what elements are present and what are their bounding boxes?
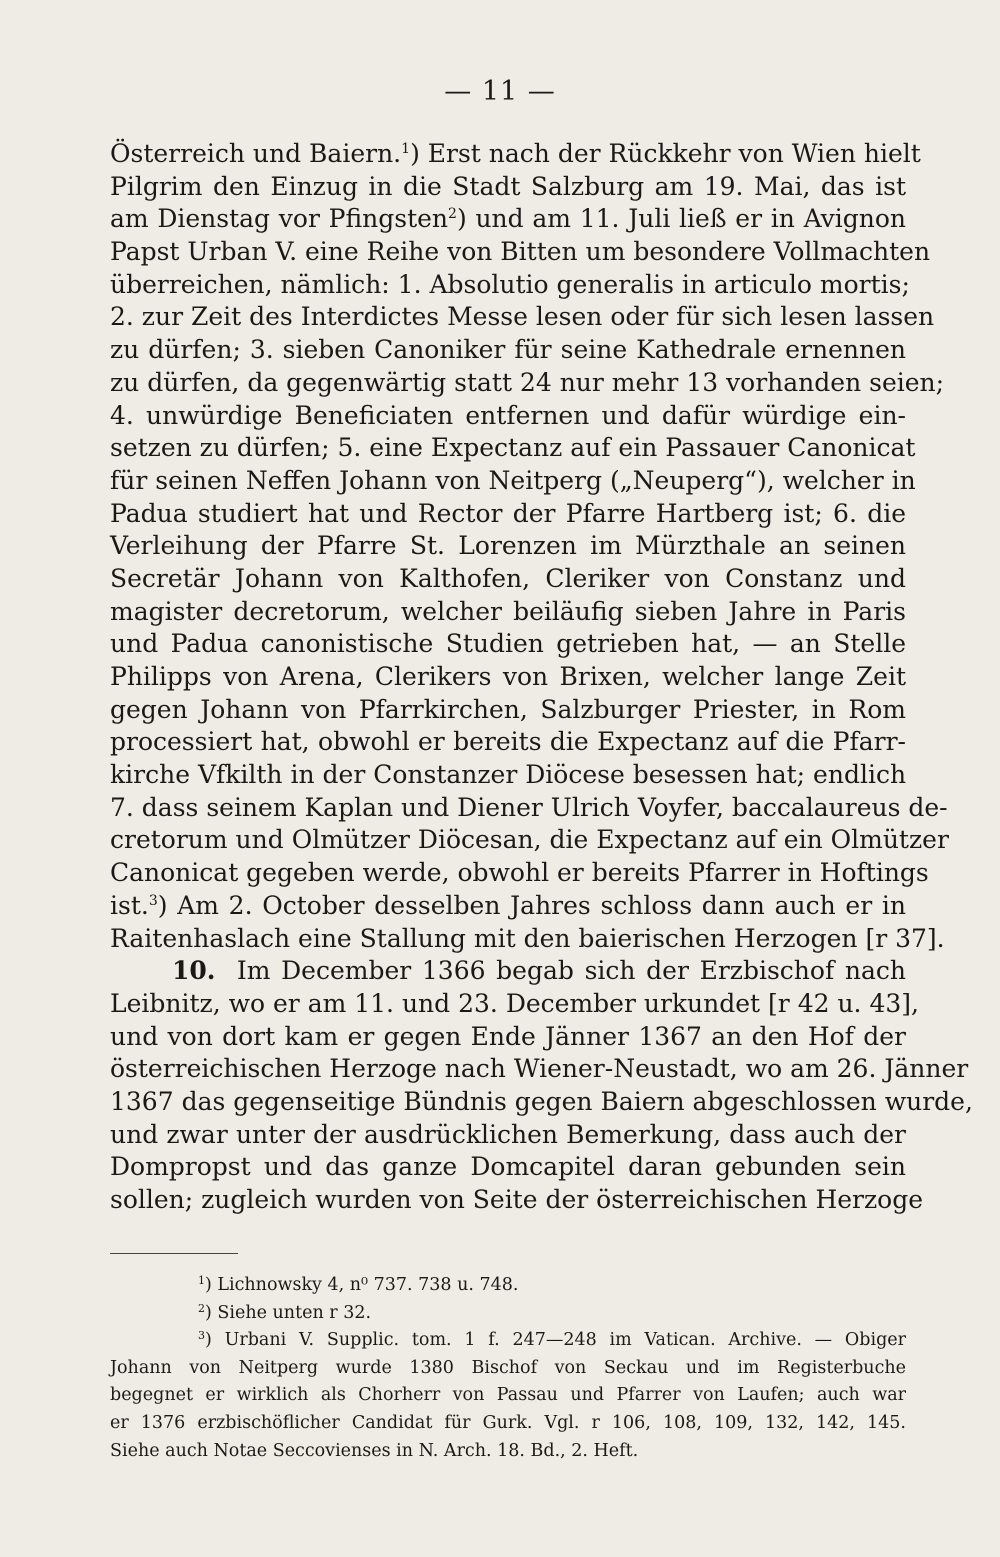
footnote-line: Siehe auch Notae Seccovienses in N. Arch. 18. Bd., 2. Heft. bbox=[110, 1440, 639, 1461]
text-line: processiert hat, obwohl er bereits die Expectanz auf die Pfarr- bbox=[110, 727, 906, 757]
text-line: 1367 das gegenseitige Bündnis gegen Baiern abgeschlossen wurde, bbox=[110, 1086, 973, 1116]
text-line: Pilgrim den Einzug in die Stadt Salzburg am 19. Mai, das ist bbox=[110, 171, 906, 201]
text-line: sollen; zugleich wurden von Seite der österreichischen Herzoge bbox=[110, 1185, 924, 1214]
page-number: — 11 — bbox=[444, 76, 556, 107]
text-line: Papst Urban V. eine Reihe von Bitten um besondere Vollmachten bbox=[110, 237, 931, 267]
text-line: Leibnitz, wo er am 11. und 23. December urkundet [r 42 u. 43], bbox=[110, 988, 919, 1018]
text-line: und Padua canonistische Studien getrieben hat, — an Stelle bbox=[110, 629, 906, 659]
paragraph-start: 10. Im December 1366 begab sich der Erzbischof nach bbox=[172, 956, 906, 986]
footnote-ref: 2 bbox=[448, 206, 457, 223]
text-line: 4. unwürdige Beneficiaten entfernen und dafür würdige ein- bbox=[110, 400, 906, 430]
text-line: am Dienstag vor Pfingsten$^2$) und am 11. Juli ließ er in Avignon bbox=[110, 204, 906, 234]
text-line: ist.$^3$) Am 2. October desselben Jahres schloss dann auch er in bbox=[110, 890, 906, 920]
footnote: $^3$) Urbani V. Supplic. tom. 1 f. 247—248 im Vatican. Archive. — Obiger bbox=[198, 1329, 906, 1351]
text-line: und von dort kam er gegen Ende Jänner 1367 an den Hof der bbox=[110, 1021, 906, 1051]
text-line: zu dürfen, da gegenwärtig statt 24 nur mehr 13 vorhanden seien; bbox=[110, 367, 945, 397]
footnotes bbox=[110, 1272, 906, 1465]
text-line: und zwar unter der ausdrücklichen Bemerkung, dass auch der bbox=[110, 1119, 906, 1149]
footnote-separator bbox=[110, 1253, 238, 1254]
text-line: zu dürfen; 3. sieben Canoniker für seine Kathedrale ernennen bbox=[110, 335, 906, 365]
text-line: setzen zu dürfen; 5. eine Expectanz auf ein Passauer Canonicat bbox=[110, 433, 916, 463]
text-line: gegen Johann von Pfarrkirchen, Salzburger Priester, in Rom bbox=[110, 694, 906, 724]
text-line: Österreich und Baiern.$^1$) Erst nach der Rückkehr von Wien hielt bbox=[110, 139, 921, 168]
footnote-ref: 3 bbox=[148, 892, 158, 909]
footnote: $^2$) Siehe unten r 32. bbox=[198, 1301, 372, 1323]
text-line: 7. dass seinem Kaplan und Diener Ulrich Voyfer, baccalaureus de- bbox=[110, 792, 948, 822]
text-line: kirche Vfkilth in der Constanzer Diöcese besessen hat; endlich bbox=[110, 760, 907, 790]
paragraph-number: 10. bbox=[172, 956, 216, 986]
text-line: Verleihung der Pfarre St. Lorenzen im Mürzthale an seinen bbox=[110, 531, 906, 561]
text-line: 2. zur Zeit des Interdictes Messe lesen oder für sich lesen lassen bbox=[110, 302, 935, 332]
text-line: magister decretorum, welcher beiläufig sieben Jahre in Paris bbox=[110, 596, 906, 626]
footnote-line: er 1376 erzbischöflicher Candidat für Gurk. Vgl. r 106, 108, 109, 132, 142, 145. bbox=[110, 1412, 906, 1433]
footnote-ref: 1 bbox=[401, 141, 411, 157]
text-line: Dompropst und das ganze Domcapitel daran gebunden sein bbox=[110, 1152, 906, 1182]
footnote-line: begegnet er wirklich als Chorherr von Passau und Pfarrer von Laufen; auch war bbox=[110, 1385, 906, 1406]
text-line: cretorum und Olmützer Diöcesan, die Expectanz auf ein Olmützer bbox=[110, 825, 949, 855]
main-text bbox=[110, 138, 973, 1217]
text-line: Padua studiert hat und Rector der Pfarre Hartberg ist; 6. die bbox=[110, 498, 906, 528]
text-line: Philipps von Arena, Clerikers von Brixen, welcher lange Zeit bbox=[110, 662, 906, 691]
text-line: österreichischen Herzoge nach Wiener-Neustadt, wo am 26. Jänner bbox=[110, 1054, 969, 1084]
text-line: für seinen Neffen Johann von Neitperg („Neuperg“), welcher in bbox=[110, 465, 916, 495]
footnote: $^1$) Lichnowsky 4, n⁰ 737. 738 u. 748. bbox=[198, 1274, 519, 1295]
footnote-line: Johann von Neitperg wurde 1380 Bischof von Seckau und im Registerbuche bbox=[110, 1357, 906, 1378]
text-line: Raitenhaslach eine Stallung mit den baierischen Herzogen [r 37]. bbox=[110, 923, 945, 953]
text-line: überreichen, nämlich: 1. Absolutio generalis in articulo mortis; bbox=[110, 269, 910, 299]
text-line: Secretär Johann von Kalthofen, Cleriker von Constanz und bbox=[110, 563, 906, 593]
text-line: Canonicat gegeben werde, obwohl er bereits Pfarrer in Hoftings bbox=[110, 858, 929, 888]
